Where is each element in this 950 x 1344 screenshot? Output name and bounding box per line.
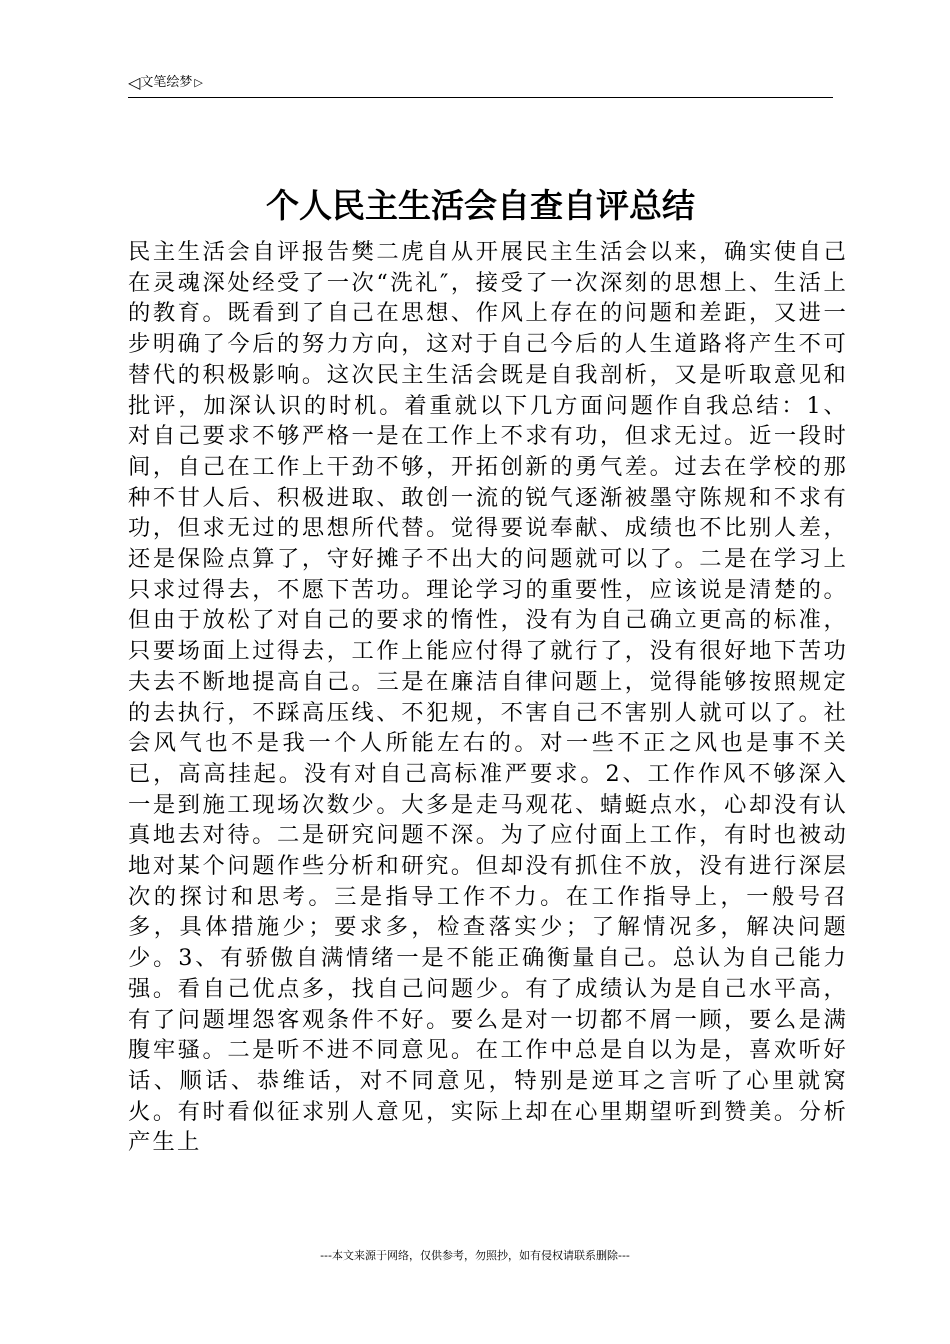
right-triangle-icon: ▷ [194, 76, 203, 89]
header-brand: 文笔绘梦 [140, 75, 193, 90]
header-divider [128, 97, 833, 98]
left-triangle-icon: ◁ [128, 73, 141, 92]
page-header [128, 74, 203, 92]
footer-disclaimer: ---本文来源于网络，仅供参考，勿照抄，如有侵权请联系删除--- [320, 1249, 630, 1262]
document-body: 民主生活会自评报告樊二虎自从开展民主生活会以来，确实使自己在灵魂深处经受了一次“洗礼″，接受了一次深刻的思想上、生活上的教育。既看到了自己在思想、作风上存在的问题和差距，又进一步明确了今后的努力方向，这对于自己今后的人生道路将产生不可替代的积极影响。这次民主生活会既是自我剖析，又是听取意见和批评，加深认识的时机。着重就以下几方面问题作自我总结：1、对自己要求不够严格一是在工作上不求有功，但求无过。近一段时间，自己在工作上干劲不够，开拓创新的勇气差。过去在学校的那种不甘人后、积极进取、敢创一流的锐气逐渐被墨守陈规和不求有功，但求无过的思想所代替。觉得要说奉献、成绩也不比别人差，还是保险点算了，守好摊子不出大的问题就可以了。二是在学习上只求过得去，不愿下苦功。理论学习的重要性，应该说是清楚的。但由于放松了对自己的要求的惰性，没有为自己确立更高的标准，只要场面上过得去，工作上能应付得了就行了，没有很好地下苦功夫去不断地提高自己。三是在廉洁自律问题上，觉得能够按照规定的去执行，不踩高压线、不犯规，不害自己不害别人就可以了。社会风气也不是我一个人所能左右的。对一些不正之风也是事不关已，高高挂起。没有对自己高标准严要求。2、工作作风不够深入一是到施工现场次数少。大多是走马观花、蜻蜓点水，心却没有认真地去对待。二是研究问题不深。为了应付面上工作，有时也被动地对某个问题作些分析和研究。但却没有抓住不放，没有进行深层次的探讨和思考。三是指导工作不力。在工作指导上，一般号召多，具体措施少；要求多，检查落实少；了解情况多，解决问题少。3、有骄傲自满情绪一是不能正确衡量自己。总认为自己能力强。看自己优点多，找自己问题少。有了成绩认为是自己水平高，有了问题埋怨客观条件不好。要么是对一切都不屑一顾，要么是满腹牢骚。二是听不进不同意见。在工作中总是自以为是，喜欢听好话、顺话、恭维话，对不同意见，特别是逆耳之言听了心里就窝火。有时看似征求别人意见，实际上却在心里期望听到赞美。分析产生上 [128, 239, 848, 1156]
document-title: 个人民主生活会自查自评总结 [266, 186, 695, 225]
